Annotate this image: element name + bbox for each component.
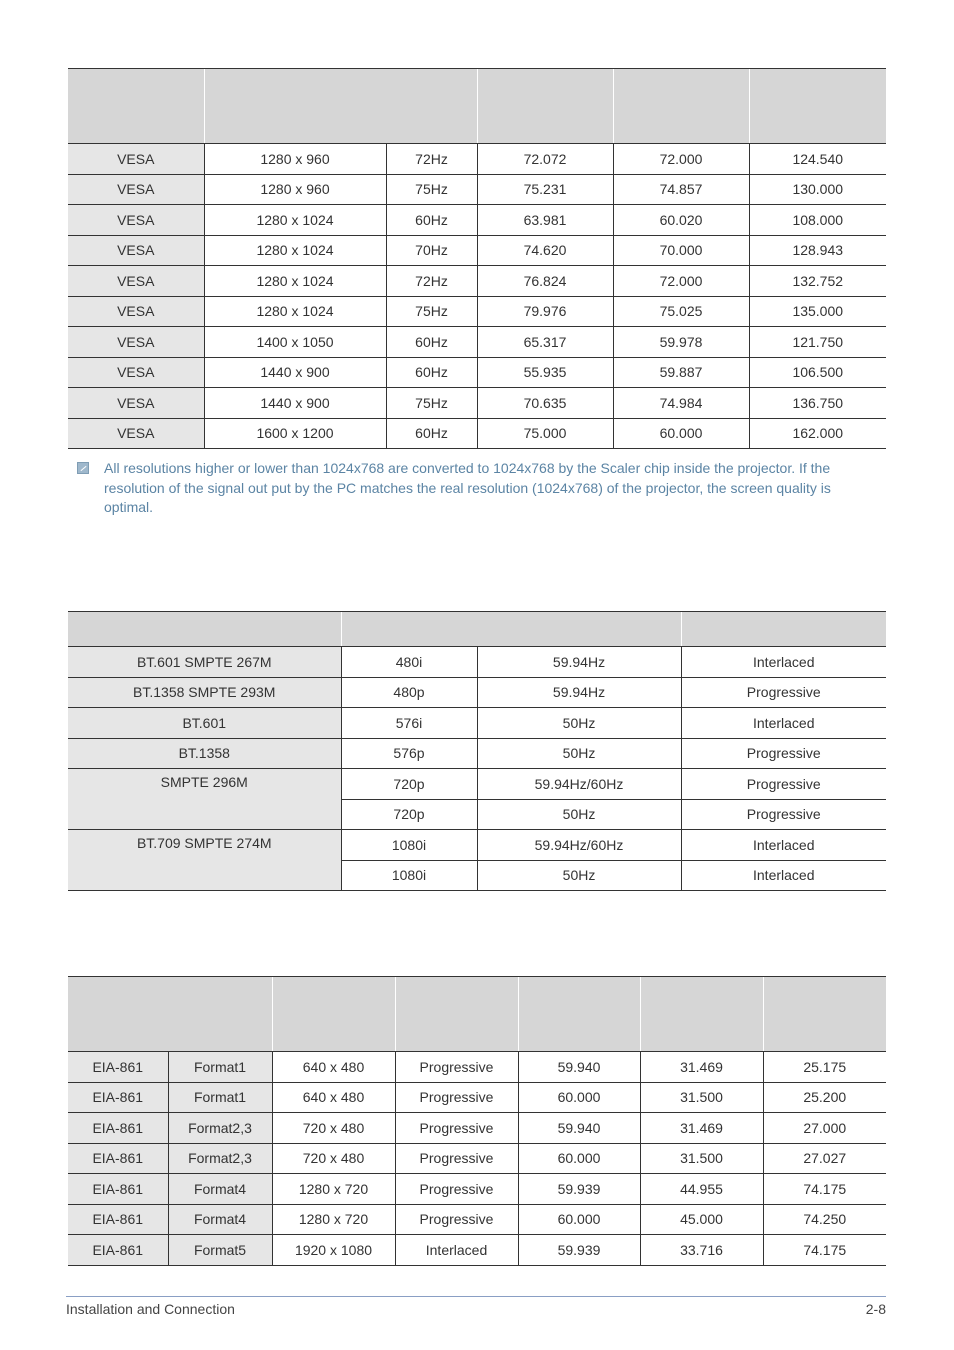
table-cell: 59.940	[518, 1052, 640, 1083]
table-cell: 59.887	[613, 357, 749, 388]
table-cell: VESA	[68, 357, 204, 388]
header-cell	[68, 69, 204, 144]
table-row	[68, 357, 886, 388]
table-cell: 130.000	[749, 174, 886, 205]
table-cell: Format4	[168, 1174, 272, 1205]
table-cell: 124.540	[749, 144, 886, 175]
table-cell: 59.939	[518, 1235, 640, 1266]
table-cell: 121.750	[749, 327, 886, 358]
table-row	[68, 327, 886, 358]
table-header	[68, 977, 886, 1052]
table-cell: 60.000	[518, 1082, 640, 1113]
table-row	[68, 174, 886, 205]
table-cell: 31.500	[640, 1082, 763, 1113]
table-cell: 1280 x 720	[272, 1174, 395, 1205]
table-cell: VESA	[68, 388, 204, 419]
table-cell: 1280 x 1024	[204, 296, 386, 327]
table-cell: 1280 x 1024	[204, 205, 386, 236]
table-cell: 76.824	[477, 266, 613, 297]
table-cell: 59.94Hz	[477, 647, 681, 678]
table-cell: 75Hz	[386, 174, 477, 205]
table-cell: 162.000	[749, 418, 886, 449]
table-cell: 576p	[341, 738, 477, 769]
table-cell: 59.978	[613, 327, 749, 358]
video-timing-table	[68, 611, 886, 891]
table-cell: VESA	[68, 205, 204, 236]
table-row	[68, 388, 886, 419]
table-cell: Progressive	[395, 1143, 518, 1174]
table-cell: Progressive	[681, 677, 886, 708]
table-cell: 75.025	[613, 296, 749, 327]
table-cell: 75.000	[477, 418, 613, 449]
table-cell: 72.000	[613, 266, 749, 297]
table-cell: 74.620	[477, 235, 613, 266]
table-cell: 65.317	[477, 327, 613, 358]
table-cell: 31.469	[640, 1052, 763, 1083]
table-cell: 55.935	[477, 357, 613, 388]
table-row	[68, 647, 886, 678]
table-cell: 1080i	[341, 860, 477, 891]
table-cell: Progressive	[395, 1174, 518, 1205]
header-cell	[68, 977, 272, 1052]
table-row	[68, 738, 886, 769]
table-cell: 720p	[341, 799, 477, 830]
table-cell: 75.231	[477, 174, 613, 205]
header-cell	[68, 612, 341, 647]
table-cell: Progressive	[395, 1204, 518, 1235]
table-cell: 60.000	[518, 1204, 640, 1235]
table-cell: 50Hz	[477, 738, 681, 769]
table-cell: 576i	[341, 708, 477, 739]
table-cell: EIA-861	[68, 1235, 168, 1266]
header-cell	[395, 977, 518, 1052]
table-cell: 59.939	[518, 1174, 640, 1205]
table-cell: Progressive	[681, 799, 886, 830]
table-cell: 108.000	[749, 205, 886, 236]
table-cell: Format2,3	[168, 1143, 272, 1174]
table-cell: VESA	[68, 418, 204, 449]
table-cell: 72.072	[477, 144, 613, 175]
table-cell: VESA	[68, 327, 204, 358]
table-cell: 72Hz	[386, 144, 477, 175]
hdmi-timing-table	[68, 976, 886, 1266]
header-cell	[613, 69, 749, 144]
table-cell: EIA-861	[68, 1082, 168, 1113]
note-icon	[77, 462, 89, 474]
table-cell: Format1	[168, 1052, 272, 1083]
table-cell: 50Hz	[477, 799, 681, 830]
footer-page-number: 2-8	[865, 1301, 886, 1317]
table-cell: 59.940	[518, 1113, 640, 1144]
table-row	[68, 1174, 886, 1205]
table-cell: EIA-861	[68, 1143, 168, 1174]
table-cell: 63.981	[477, 205, 613, 236]
table-cell: 74.857	[613, 174, 749, 205]
table-cell: BT.1358	[68, 738, 341, 769]
table-row	[68, 144, 886, 175]
table-cell: 1280 x 1024	[204, 266, 386, 297]
table-cell: 70.000	[613, 235, 749, 266]
table-cell: BT.601 SMPTE 267M	[68, 647, 341, 678]
table-cell: 25.175	[763, 1052, 886, 1083]
table-cell: 50Hz	[477, 860, 681, 891]
header-cell	[640, 977, 763, 1052]
table-header	[68, 612, 886, 647]
table-cell: Interlaced	[681, 860, 886, 891]
table-cell: Interlaced	[681, 647, 886, 678]
table-cell: 31.500	[640, 1143, 763, 1174]
table-cell: EIA-861	[68, 1174, 168, 1205]
table-cell: 720 x 480	[272, 1113, 395, 1144]
table-cell: BT.601	[68, 708, 341, 739]
table-cell: 136.750	[749, 388, 886, 419]
table-cell: 74.250	[763, 1204, 886, 1235]
table-cell: 74.175	[763, 1235, 886, 1266]
table-cell: BT.1358 SMPTE 293M	[68, 677, 341, 708]
table-cell: 70.635	[477, 388, 613, 419]
table-cell: 106.500	[749, 357, 886, 388]
table-row	[68, 1204, 886, 1235]
table-cell: 640 x 480	[272, 1052, 395, 1083]
table-cell: 1920 x 1080	[272, 1235, 395, 1266]
table-cell: 59.94Hz/60Hz	[477, 769, 681, 800]
table-cell: 60Hz	[386, 205, 477, 236]
table-cell: 480i	[341, 647, 477, 678]
table-cell: 1280 x 960	[204, 144, 386, 175]
table-cell: 50Hz	[477, 708, 681, 739]
header-cell	[204, 69, 477, 144]
table-cell: 60Hz	[386, 357, 477, 388]
table-cell: Progressive	[395, 1113, 518, 1144]
table-cell: Format4	[168, 1204, 272, 1235]
header-cell	[341, 612, 681, 647]
table-row	[68, 205, 886, 236]
table-cell: EIA-861	[68, 1052, 168, 1083]
table-cell: 720p	[341, 769, 477, 800]
footer-section-title: Installation and Connection	[66, 1301, 235, 1317]
table-row	[68, 235, 886, 266]
table-cell: EIA-861	[68, 1204, 168, 1235]
table-row	[68, 1113, 886, 1144]
table-cell: 27.027	[763, 1143, 886, 1174]
header-cell	[272, 977, 395, 1052]
header-cell	[681, 612, 886, 647]
table-cell: 60.000	[613, 418, 749, 449]
table-cell: VESA	[68, 174, 204, 205]
table-cell: 1400 x 1050	[204, 327, 386, 358]
header-cell	[763, 977, 886, 1052]
table-cell: 1280 x 960	[204, 174, 386, 205]
table-cell: 480p	[341, 677, 477, 708]
pc-timing-table	[68, 68, 886, 449]
table-cell: 1440 x 900	[204, 388, 386, 419]
table-cell: 72Hz	[386, 266, 477, 297]
table-cell: Interlaced	[395, 1235, 518, 1266]
table-cell: 132.752	[749, 266, 886, 297]
table-cell: Progressive	[681, 738, 886, 769]
table-cell: 45.000	[640, 1204, 763, 1235]
note-text: All resolutions higher or lower than 1024x768 are converted to 1024x768 by the Scaler chip inside the projector. If the resolution of the signal out put by the PC matches the real resolution (1024x768) of the projector, the screen quality is optimal.	[104, 460, 831, 515]
header-cell	[477, 69, 613, 144]
table-cell: 70Hz	[386, 235, 477, 266]
table-cell: 1600 x 1200	[204, 418, 386, 449]
header-cell	[749, 69, 886, 144]
table-row	[68, 1052, 886, 1083]
table-row	[68, 1082, 886, 1113]
table-cell: 1440 x 900	[204, 357, 386, 388]
table-cell: 59.94Hz/60Hz	[477, 830, 681, 861]
table-cell: 75Hz	[386, 388, 477, 419]
table-row	[68, 418, 886, 449]
table-cell: EIA-861	[68, 1113, 168, 1144]
table-cell: VESA	[68, 296, 204, 327]
table-cell: 33.716	[640, 1235, 763, 1266]
table-row	[68, 708, 886, 739]
table-cell: VESA	[68, 235, 204, 266]
table-cell: BT.709 SMPTE 274M	[68, 830, 341, 891]
table-cell: Interlaced	[681, 830, 886, 861]
table-cell: Progressive	[681, 769, 886, 800]
table-row	[68, 830, 886, 861]
table-row	[68, 677, 886, 708]
table-cell: VESA	[68, 144, 204, 175]
table-row	[68, 769, 886, 800]
table-cell: 25.200	[763, 1082, 886, 1113]
table-cell: 640 x 480	[272, 1082, 395, 1113]
table-row	[68, 1143, 886, 1174]
table-cell: 27.000	[763, 1113, 886, 1144]
table-cell: 74.175	[763, 1174, 886, 1205]
table-header	[68, 69, 886, 144]
footer-divider	[66, 1296, 886, 1297]
table-cell: VESA	[68, 266, 204, 297]
table-cell: Progressive	[395, 1052, 518, 1083]
table-cell: 31.469	[640, 1113, 763, 1144]
table-row	[68, 1235, 886, 1266]
table-cell: 135.000	[749, 296, 886, 327]
table-cell: Format5	[168, 1235, 272, 1266]
table-cell: Format2,3	[168, 1113, 272, 1144]
table-cell: 1080i	[341, 830, 477, 861]
table-cell: 720 x 480	[272, 1143, 395, 1174]
table-cell: 75Hz	[386, 296, 477, 327]
table-cell: Interlaced	[681, 708, 886, 739]
table-cell: Format1	[168, 1082, 272, 1113]
table-cell: 79.976	[477, 296, 613, 327]
table-cell: 72.000	[613, 144, 749, 175]
table-cell: Progressive	[395, 1082, 518, 1113]
table-cell: 59.94Hz	[477, 677, 681, 708]
table-cell: 44.955	[640, 1174, 763, 1205]
table-cell: 60.020	[613, 205, 749, 236]
table-cell: 128.943	[749, 235, 886, 266]
table-cell: 1280 x 1024	[204, 235, 386, 266]
table-cell: 60Hz	[386, 418, 477, 449]
table-cell: 74.984	[613, 388, 749, 419]
table-cell: 60.000	[518, 1143, 640, 1174]
header-cell	[518, 977, 640, 1052]
table-cell: SMPTE 296M	[68, 769, 341, 830]
table-row	[68, 266, 886, 297]
table-row	[68, 296, 886, 327]
table-cell: 60Hz	[386, 327, 477, 358]
table-cell: 1280 x 720	[272, 1204, 395, 1235]
